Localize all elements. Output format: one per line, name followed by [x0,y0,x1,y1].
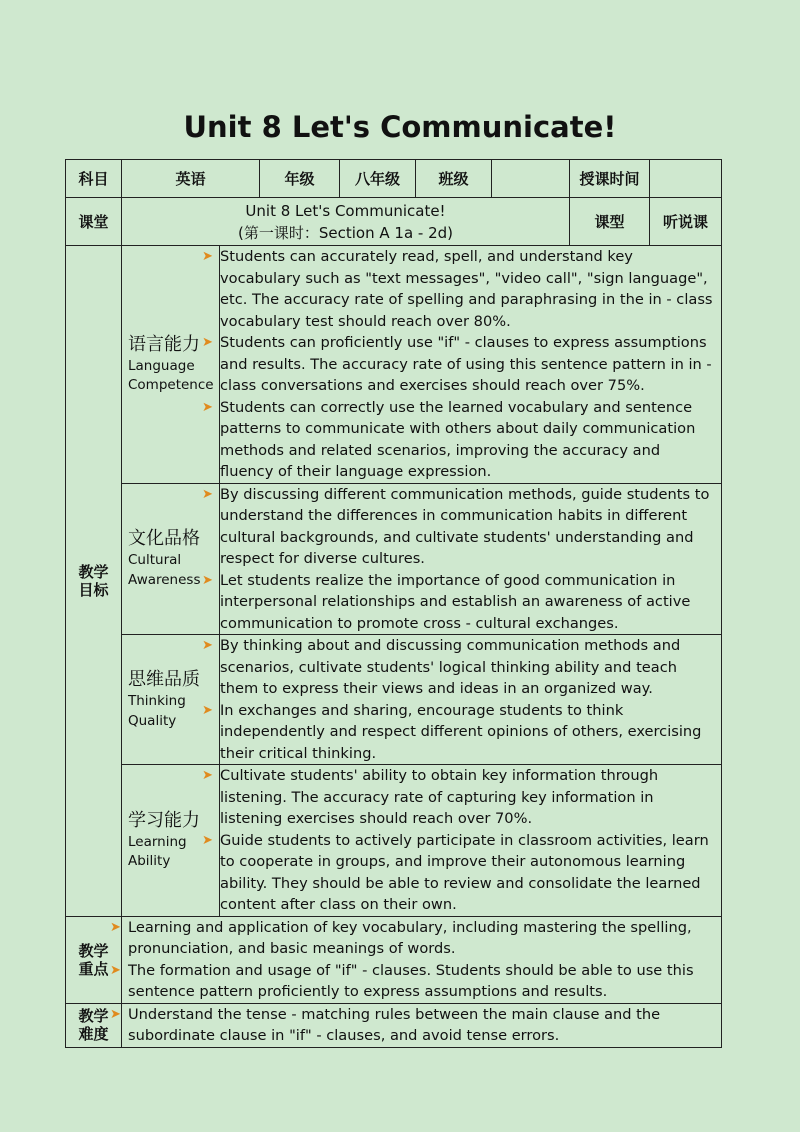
list-item: ➤ Cultivate students' ability to obtain key information through listening. The accuracy rate of capturing key information in listening exercises should reach over 70%. [202,767,659,827]
list-item: ➤ Let students realize the importance of good communication in interpersonal relationships and establish an awareness of active communication to promote cross - cultural exchanges. [202,571,691,632]
objective-row-learning [66,765,722,917]
class-label: 班级 [416,160,492,198]
arrow-bullet-icon: ➤ [202,638,213,653]
list-item: ➤ By discussing different communication methods, guide students to understand the differences in communication habits in different cultural backgrounds, and cultivate students' understanding and respect for diverse cultures. [202,485,710,567]
lesson-title-line2: (第一课时：Section A 1a - 2d) [238,223,453,242]
class-value [492,160,570,198]
category-zh: 文化品格 [128,528,200,550]
list-item: ➤ The formation and usage of "if" - clauses. Students should be able to use this sentence pattern proficiently to express assumptions and results. [110,961,694,1000]
subject-label: 科目 [66,160,122,198]
objective-items [202,635,722,765]
lesson-row [66,198,722,246]
difficulties-label: 教学难度 [66,1003,122,1047]
list-item: ➤ By thinking about and discussing communication methods and scenarios, cultivate students' logical thinking ability and teach them to express their views and ideas in an organized way. [202,637,681,697]
arrow-bullet-icon: ➤ [202,399,213,415]
subject-value: 英语 [122,160,260,198]
difficulties-items [110,1003,722,1047]
list-item: ➤ Understand the tense - matching rules between the main clause and the subordinate clause in "if" - clauses, and avoid tense errors. [110,1005,661,1044]
key-points-row [66,916,722,1003]
objective-category [122,246,220,484]
page-title: Unit 8 Let's Communicate! [183,110,617,144]
lesson-type-value: 听说课 [650,198,722,246]
time-value [650,160,722,198]
key-points-label: 教学重点 [66,916,122,1003]
list-item: ➤ In exchanges and sharing, encourage students to think independently and respect different opinions of others, exercising their critical thinking. [202,701,702,762]
time-label: 授课时间 [570,160,650,198]
arrow-bullet-icon: ➤ [202,768,213,783]
list-item: ➤ Students can accurately read, spell, and understand key vocabulary such as "text messages", "video call", "sign language", etc. The accuracy rate of spelling and paraphrasing in the in - class vocabulary test should reach over 80%. [202,248,713,330]
category-en: Learning Ability [128,833,187,870]
header-row [66,160,722,198]
grade-label: 年级 [260,160,340,198]
category-zh: 学习能力 [128,809,200,831]
objective-category [122,483,220,635]
objective-row-cultural [66,483,722,635]
lesson-type-label: 课型 [570,198,650,246]
objective-items [202,765,722,917]
arrow-bullet-icon: ➤ [110,1006,121,1022]
category-zh: 思维品质 [128,669,200,690]
list-item: ➤ Students can proficiently use "if" - clauses to express assumptions and results. The accuracy rate of using this sentence pattern in in - class conversations and exercises should reach over 75%. [202,334,712,394]
category-en: Cultural Awareness [128,552,201,588]
grade-value: 八年级 [340,160,416,198]
key-points-items [110,916,722,1003]
objective-row-language [66,246,722,484]
lesson-title-cell [122,198,570,246]
arrow-bullet-icon: ➤ [202,335,213,350]
arrow-bullet-icon: ➤ [202,702,213,718]
arrow-bullet-icon: ➤ [202,486,213,502]
list-item: ➤ Students can correctly use the learned vocabulary and sentence patterns to communicate with others about daily communication methods and related scenarios, improving the accuracy and fluency of their language expression. [202,398,696,480]
lesson-label: 课堂 [66,198,122,246]
arrow-bullet-icon: ➤ [110,962,121,978]
arrow-bullet-icon: ➤ [110,919,121,935]
lesson-plan-table [65,159,722,1048]
arrow-bullet-icon: ➤ [202,572,213,588]
category-zh: 语言能力 [128,333,200,355]
objective-row-thinking [66,635,722,765]
objective-items [202,483,722,635]
category-en: Language Competence [128,357,214,394]
objective-items [202,246,722,484]
list-item: ➤ Guide students to actively participate in classroom activities, learn to cooperate in groups, and improve their autonomous learning ability. They should be able to review and consolidate the learned content after class on their own. [202,831,709,913]
list-item: ➤ Learning and application of key vocabulary, including mastering the spelling, pronunciation, and basic meanings of words. [110,918,692,957]
lesson-title-line1: Unit 8 Let's Communicate! [245,201,446,220]
objectives-label: 教学目标 [66,246,122,917]
difficulties-row [66,1003,722,1047]
arrow-bullet-icon: ➤ [202,832,213,848]
arrow-bullet-icon: ➤ [202,249,213,264]
category-en: Thinking Quality [128,693,186,729]
